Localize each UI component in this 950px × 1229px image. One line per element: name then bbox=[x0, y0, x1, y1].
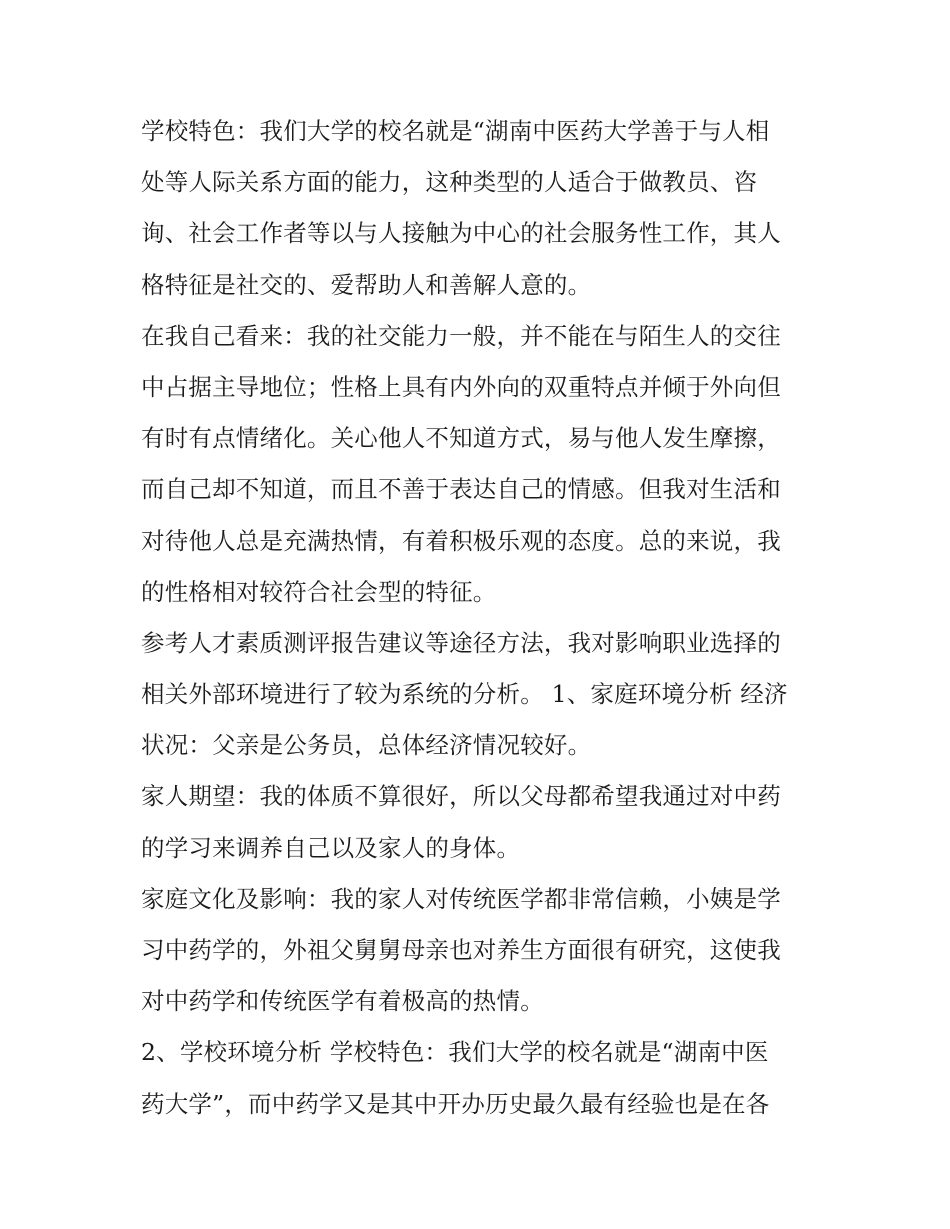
text-line-17: 习中药学的，外祖父舅舅母亲也对养生方面很有研究，这使我 bbox=[141, 936, 781, 964]
text-line-20: 药大学”，而中药学又是其中开办历史最久最有经验也是在各 bbox=[141, 1089, 770, 1118]
text-line-6: 中占据主导地位；性格上具有内外向的双重特点并倾于外向但 bbox=[141, 372, 781, 401]
text-line-2: 处等人际关系方面的能力，这种类型的人适合于做教员、咨 bbox=[141, 168, 758, 197]
body-text bbox=[141, 106, 821, 1130]
text-line-10: 的性格相对较符合社会型的特征。 bbox=[141, 577, 497, 606]
text-line-19: 2、学校环境分析 学校特色：我们大学的校名就是“湖南中医 bbox=[141, 1038, 769, 1067]
text-line-7: 有时有点情绪化。关心他人不知道方式，易与他人发生摩擦， bbox=[141, 424, 781, 453]
text-line-13: 状况：父亲是公务员，总体经济情况较好。 bbox=[141, 731, 592, 760]
text-line-8: 而自己却不知道，而且不善于表达自己的情感。但我对生活和 bbox=[141, 475, 781, 504]
text-line-11: 参考人才素质测评报告建议等途径方法，我对影响职业选择的 bbox=[141, 628, 781, 657]
text-line-5: 在我自己看来：我的社交能力一般，并不能在与陌生人的交往 bbox=[141, 321, 781, 350]
text-line-3: 询、社会工作者等以与人接触为中心的社会服务性工作，其人 bbox=[141, 219, 781, 248]
text-line-9: 对待他人总是充满热情，有着积极乐观的态度。总的来说，我 bbox=[141, 526, 781, 555]
text-line-12: 相关外部环境进行了较为系统的分析。 1、家庭环境分析 经济 bbox=[141, 680, 788, 709]
text-line-4: 格特征是社交的、爱帮助人和善解人意的。 bbox=[141, 270, 592, 299]
text-line-18: 对中药学和传统医学有着极高的热情。 bbox=[141, 987, 544, 1016]
text-line-1: 学校特色：我们大学的校名就是“湖南中医药大学善于与人相 bbox=[141, 117, 770, 145]
text-line-15: 的学习来调养自己以及家人的身体。 bbox=[141, 833, 521, 862]
text-line-16: 家庭文化及影响：我的家人对传统医学都非常信赖，小姨是学 bbox=[141, 884, 781, 913]
text-line-14: 家人期望：我的体质不算很好，所以父母都希望我通过对中药 bbox=[141, 782, 781, 811]
